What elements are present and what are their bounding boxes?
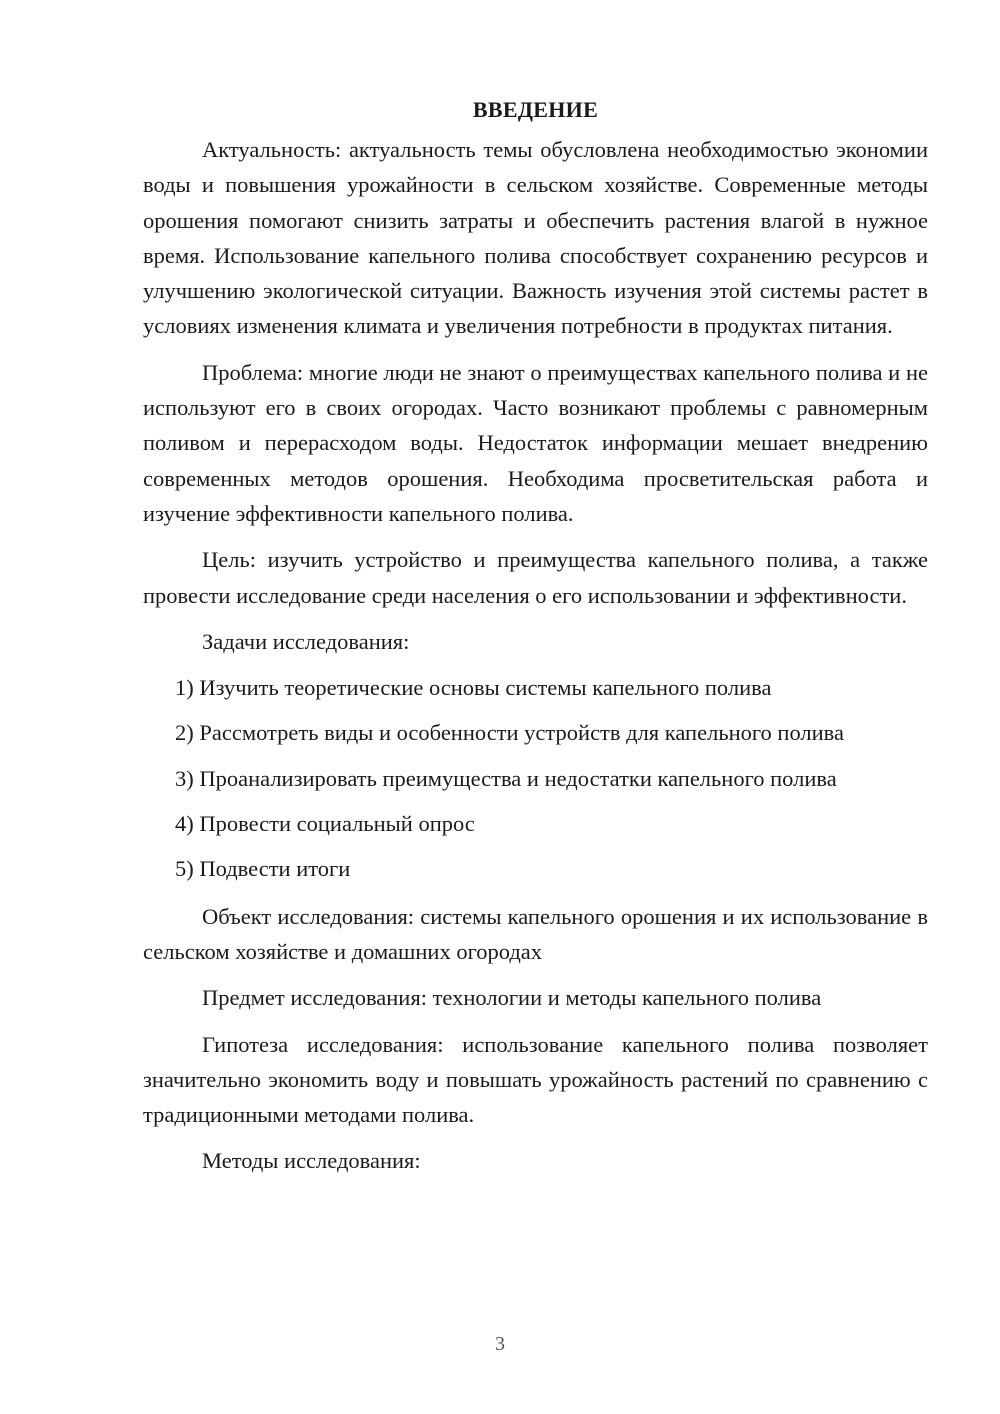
tasks-list xyxy=(143,670,928,886)
paragraph-tasks-heading: Задачи исследования: xyxy=(202,628,410,654)
list-item: 2) Рассмотреть виды и особенности устройств для капельного полива xyxy=(175,720,844,746)
page-number: 3 xyxy=(495,1333,505,1355)
list-item: 5) Подвести итоги xyxy=(175,856,351,882)
paragraph-hypothesis: Гипотеза исследования: использование капельного полива позволяет значительно экономить воду и повышать урожайность растений по сравнению с традиционными методами полива. xyxy=(143,1031,928,1128)
section-title: ВВЕДЕНИЕ xyxy=(472,97,599,122)
list-item: 1) Изучить теоретические основы системы капельного полива xyxy=(175,675,772,701)
paragraph-subject: Предмет исследования: технологии и методы капельного полива xyxy=(202,985,822,1011)
list-item: 3) Проанализировать преимущества и недостатки капельного полива xyxy=(175,765,837,791)
paragraph-problem: Проблема: многие люди не знают о преимуществах капельного полива и не используют его в своих огородах. Часто возникают проблемы с равномерным поливом и перерасходом воды. Недостаток информации мешает внедрению современных методов орошения. Необходима просветительская работа и изучение эффективности капельного полива. xyxy=(143,359,928,526)
paragraph-methods-heading: Методы исследования: xyxy=(202,1148,421,1174)
paragraph-relevance: Актуальность: актуальность темы обусловлена необходимостью экономии воды и повышения урожайности в сельском хозяйстве. Современные методы орошения помогают снизить затраты и обеспечить растения влагой в нужное время. Использование капельного полива способствует сохранению ресурсов и улучшению экологической ситуации. Важность изучения этой системы растет в условиях изменения климата и увеличения потребности в продуктах питания. xyxy=(143,137,928,339)
paragraph-object: Объект исследования: системы капельного орошения и их использование в сельском хозяйстве и домашних огородах xyxy=(143,903,928,964)
document-page xyxy=(143,92,928,1190)
list-item: 4) Провести социальный опрос xyxy=(175,811,475,837)
paragraph-goal: Цель: изучить устройство и преимущества капельного полива, а также провести исследование среди населения о его использовании и эффективности. xyxy=(143,547,928,608)
